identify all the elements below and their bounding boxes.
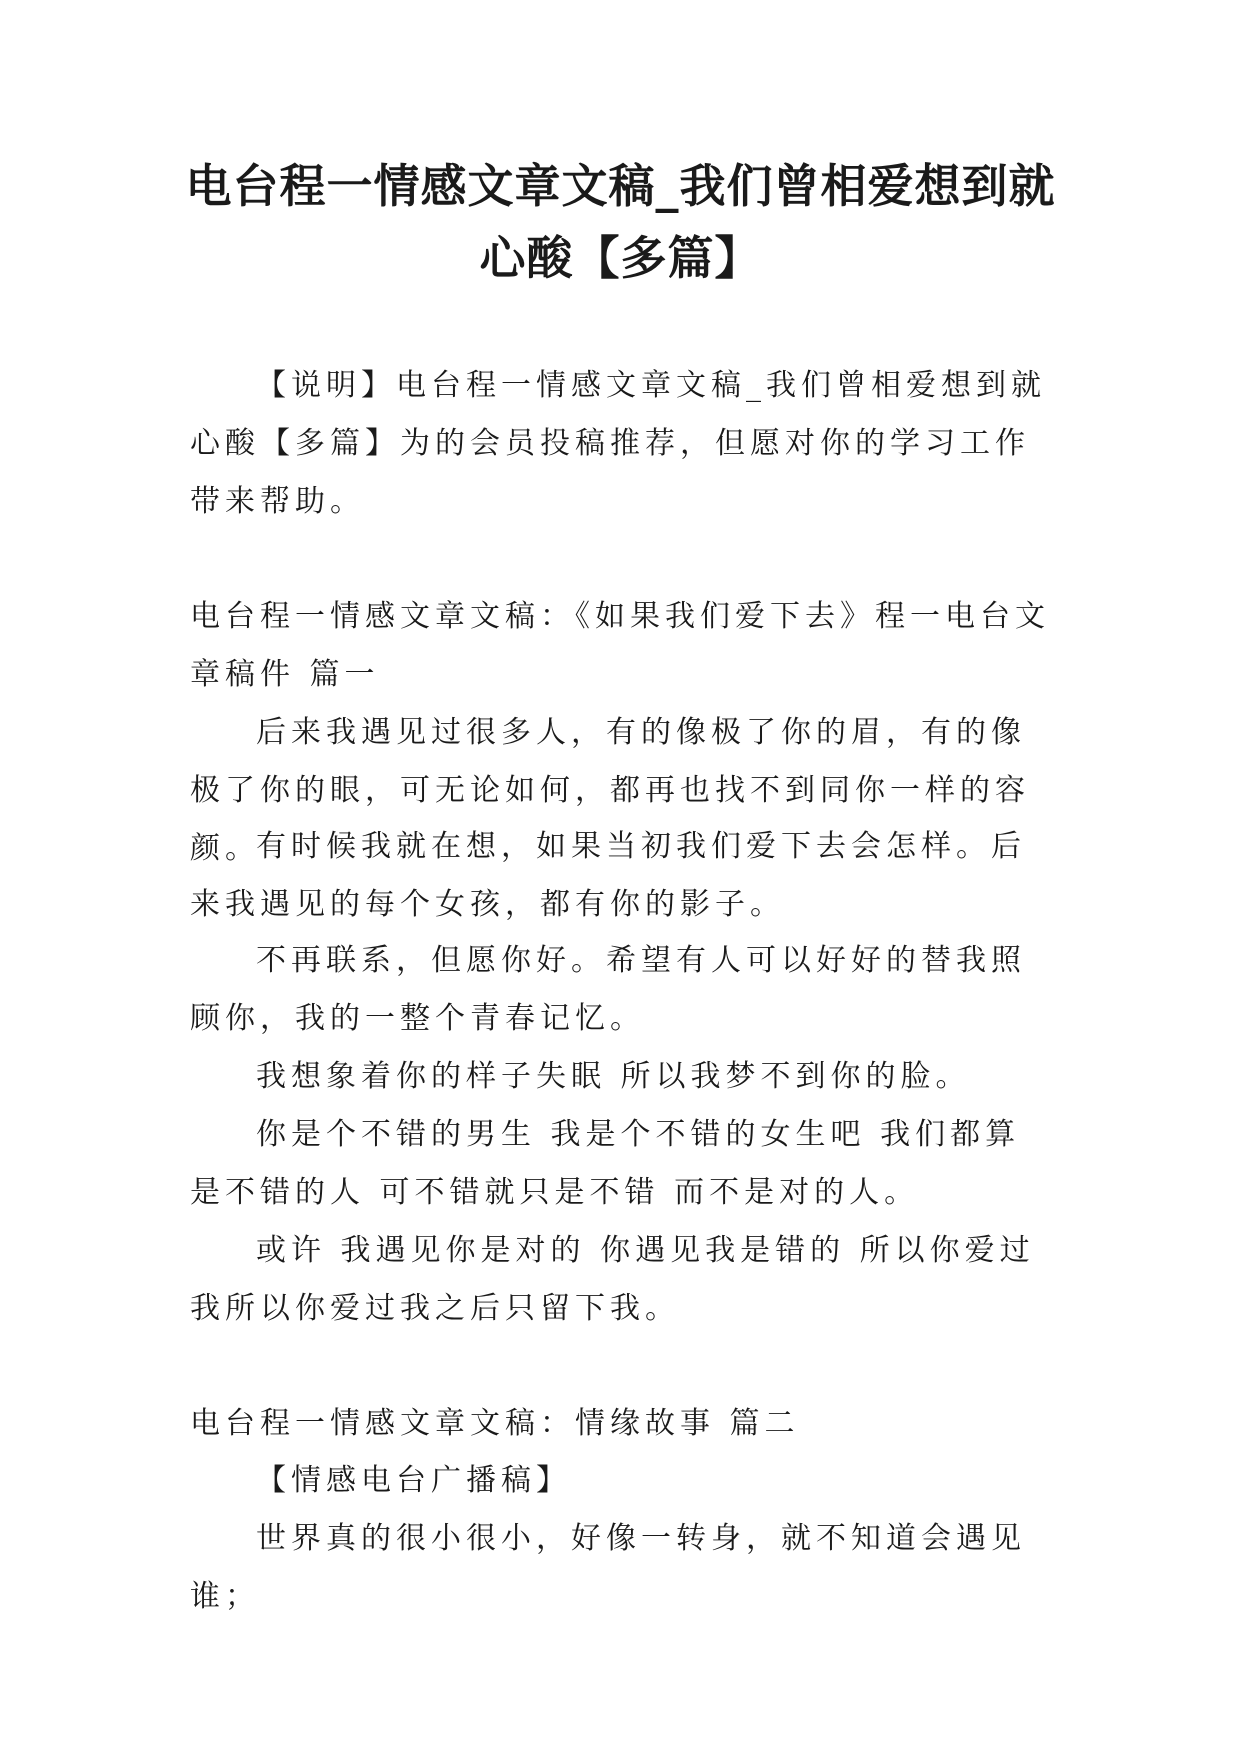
section-1-heading: 电台程一情感文章文稿：《如果我们爱下去》程一电台文章稿件 篇一 xyxy=(190,599,1050,692)
title-line-2: 心酸【多篇】 xyxy=(479,231,762,285)
section-2-subheading: 【情感电台广播稿】 xyxy=(256,1463,571,1498)
section-1-paragraph: 有时候我就在想，如果当初我们爱下去会怎样。后来我遇见的每个女孩，都有你的影子。 xyxy=(190,829,1026,922)
intro-paragraph: 【说明】电台程一情感文章文稿_我们曾相爱想到就心酸【多篇】为的会员投稿推荐，但愿对你的学习工作带来帮助。 xyxy=(190,368,1046,519)
section-2-paragraph: 世界真的很小很小，好像一转身，就不知道会遇见谁； xyxy=(190,1521,1026,1614)
title-line-1: 电台程一情感文章文稿_我们曾相爱想到就 xyxy=(185,159,1056,213)
document-title xyxy=(150,150,1091,294)
section-2-heading: 电台程一情感文章文稿：情缘故事 篇二 xyxy=(190,1406,800,1441)
section-1-paragraph: 我想象着你的样子失眠 所以我梦不到你的脸。 xyxy=(256,1059,971,1094)
section-1-paragraph: 后来我遇见过很多人，有的像极了你的眉，有的像极了你的眼，可无论如何，都再也找不到同你一样的容颜。 xyxy=(190,715,1030,866)
section-1-paragraph: 你是个不错的男生 我是个不错的女生吧 我们都算是不错的人 可不错就只是不错 而不是对的人。 xyxy=(190,1117,1021,1210)
section-1-paragraph: 或许 我遇见你是对的 你遇见我是错的 所以你爱过我所以你爱过我之后只留下我。 xyxy=(190,1233,1035,1326)
section-1-paragraph: 不再联系，但愿你好。希望有人可以好好的替我照顾你，我的一整个青春记忆。 xyxy=(190,943,1026,1036)
